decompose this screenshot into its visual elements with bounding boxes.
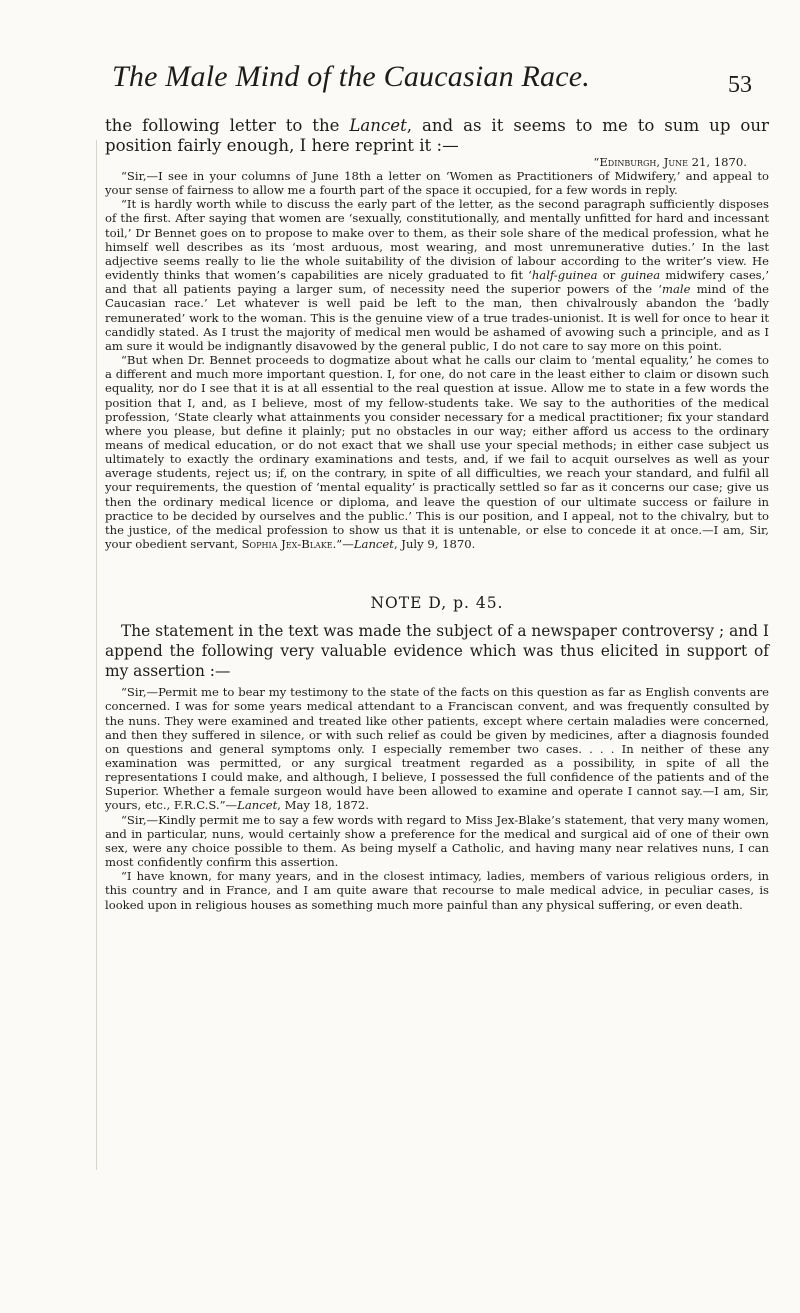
- letter-paragraph-1: “Sir,—I see in your columns of June 18th a letter on ‘Women as Practitioners of Midwifery,’ and appeal to your sense of fairness to allow me a fourth part of the space it occupied, for a few words in reply.: [105, 169, 769, 198]
- note-intro: The statement in the text was made the subject of a newspaper controversy ; and I append the following very valuable evidence which was thus elicited in support of my assertion :—: [105, 622, 769, 681]
- page-body: [105, 116, 769, 912]
- note-heading: NOTE D, p. 45.: [370, 594, 504, 613]
- letter-paragraph-2: “It is hardly worth while to discuss the early part of the letter, as the second paragraph sufficiently disposes of the first. After saying that women are ‘sexually, constitutionally, and mentally unfitted for hard and incessant toil,’ Dr Bennet goes on to propose to make over to them, as their sole share of the medical profession, what he himself well describes as its ‘most arduous, most wearing, and most unremunerative duties.’ In the last adjective seems really to lie the whole suitability of the division of labour according to the writer’s view. He evidently thinks that women’s capabilities are nicely graduated to fit ‘half-guinea or guinea midwifery cases,’ and that all patients paying a larger sum, of necessity need the superior powers of the ‘male mind of the Caucasian race.’ Let whatever is well paid be left to the man, then chivalrously abandon the ‘badly remunerated’ work to the woman. This is the genuine view of a true trades-unionist. It is well for once to hear it candidly stated. As I trust the majority of medical men would be ashamed of avowing such a principle, and as I am sure it would be indignantly disavowed by the general public, I do not care to say more on this point.: [105, 197, 770, 353]
- page-header: [112, 60, 752, 108]
- letter-dateline: “Edinburgh, June 21, 1870.: [593, 155, 747, 169]
- evidence-letter-1: “Sir,—Permit me to bear my testimony to the state of the facts on this question as far as English convents are concerned. I was for some years medical attendant to a Franciscan convent, and was frequently consulted by the nuns. They were examined and treated like other patients, except where certain maladies were concerned, and then they suffered in silence, or with such relief as could be given by medicines, after a diagnosis founded on questions and general symptoms only. I especially remember two cases. . . . In neither of these any examination was permitted, or any surgical treatment regarded as a possibility, in spite of all the representations I could make, and although, I believe, I possessed the full confidence of the patients and of the Superior. Whether a female surgeon would have been allowed to examine and operate I cannot say.—I am, Sir, yours, etc., F.R.C.S.”—Lancet, May 18, 1872.: [105, 685, 769, 813]
- journal-title: Lancet: [349, 116, 407, 135]
- page-number: 53: [728, 72, 752, 98]
- evidence-letter-2: “Sir,—Kindly permit me to say a few words with regard to Miss Jex-Blake’s statement, that very many women, and in particular, nuns, would certainly show a preference for the medical and surgical aid of one of their own sex, were any choice possible to them. As being myself a Catholic, and having many near relatives nuns, I can most confidently confirm this assertion.: [105, 812, 769, 870]
- running-title: The Male Mind of the Caucasian Race.: [112, 60, 590, 93]
- letter-signature: Sophia Jex-Blake: [241, 537, 333, 552]
- evidence-letter-3: “I have known, for many years, and in the closest intimacy, ladies, members of various religious orders, in this country and in France, and I am quite aware that recourse to male medical advice, in peculiar cases, is looked upon in religious houses as something much more painful than any physical suffering, or even death.: [105, 869, 769, 912]
- letter-intro: the following letter to the Lancet, and as it seems to me to sum up our position fairly enough, I here reprint it :—: [105, 116, 769, 155]
- letter-paragraph-3: “But when Dr. Bennet proceeds to dogmatize about what he calls our claim to ‘mental equality,’ he comes to a different and much more important question. I, for one, do not care in the least either to claim or disown such equality, nor do I see that it is at all essential to the real question at issue. Allow me to state in a few words the position that I, and, as I believe, most of my fellow-students take. We say to the authorities of the medical profession, ‘State clearly what attainments you consider necessary for a medical practitioner; fix your standard where you please, but define it plainly; put no obstacles in our way; either afford us access to the ordinary means of medical education, or do not exact that we shall use your special methods; in either case subject us ultimately to exactly the ordinary examinations and tests, and, if we fail to acquit ourselves as well as your average students, reject us; if, on the contrary, in spite of all difficulties, we reach your standard, and fulfil all your requirements, the question of ‘mental equality’ is practically settled so far as it concerns our case; give us then the ordinary medical licence or diploma, and leave the question of our ultimate success or failure in practice to be decided by ourselves and the public.’ This is our position, and I appeal, not to the chivalry, but to the justice, of the medical profession to show us that it is untenable, or else to concede it at once.—I am, Sir, your obedient servant, Sophia Jex-Blake.”—Lancet, July 9, 1870.: [105, 353, 769, 552]
- gutter-shadow: [96, 140, 97, 1170]
